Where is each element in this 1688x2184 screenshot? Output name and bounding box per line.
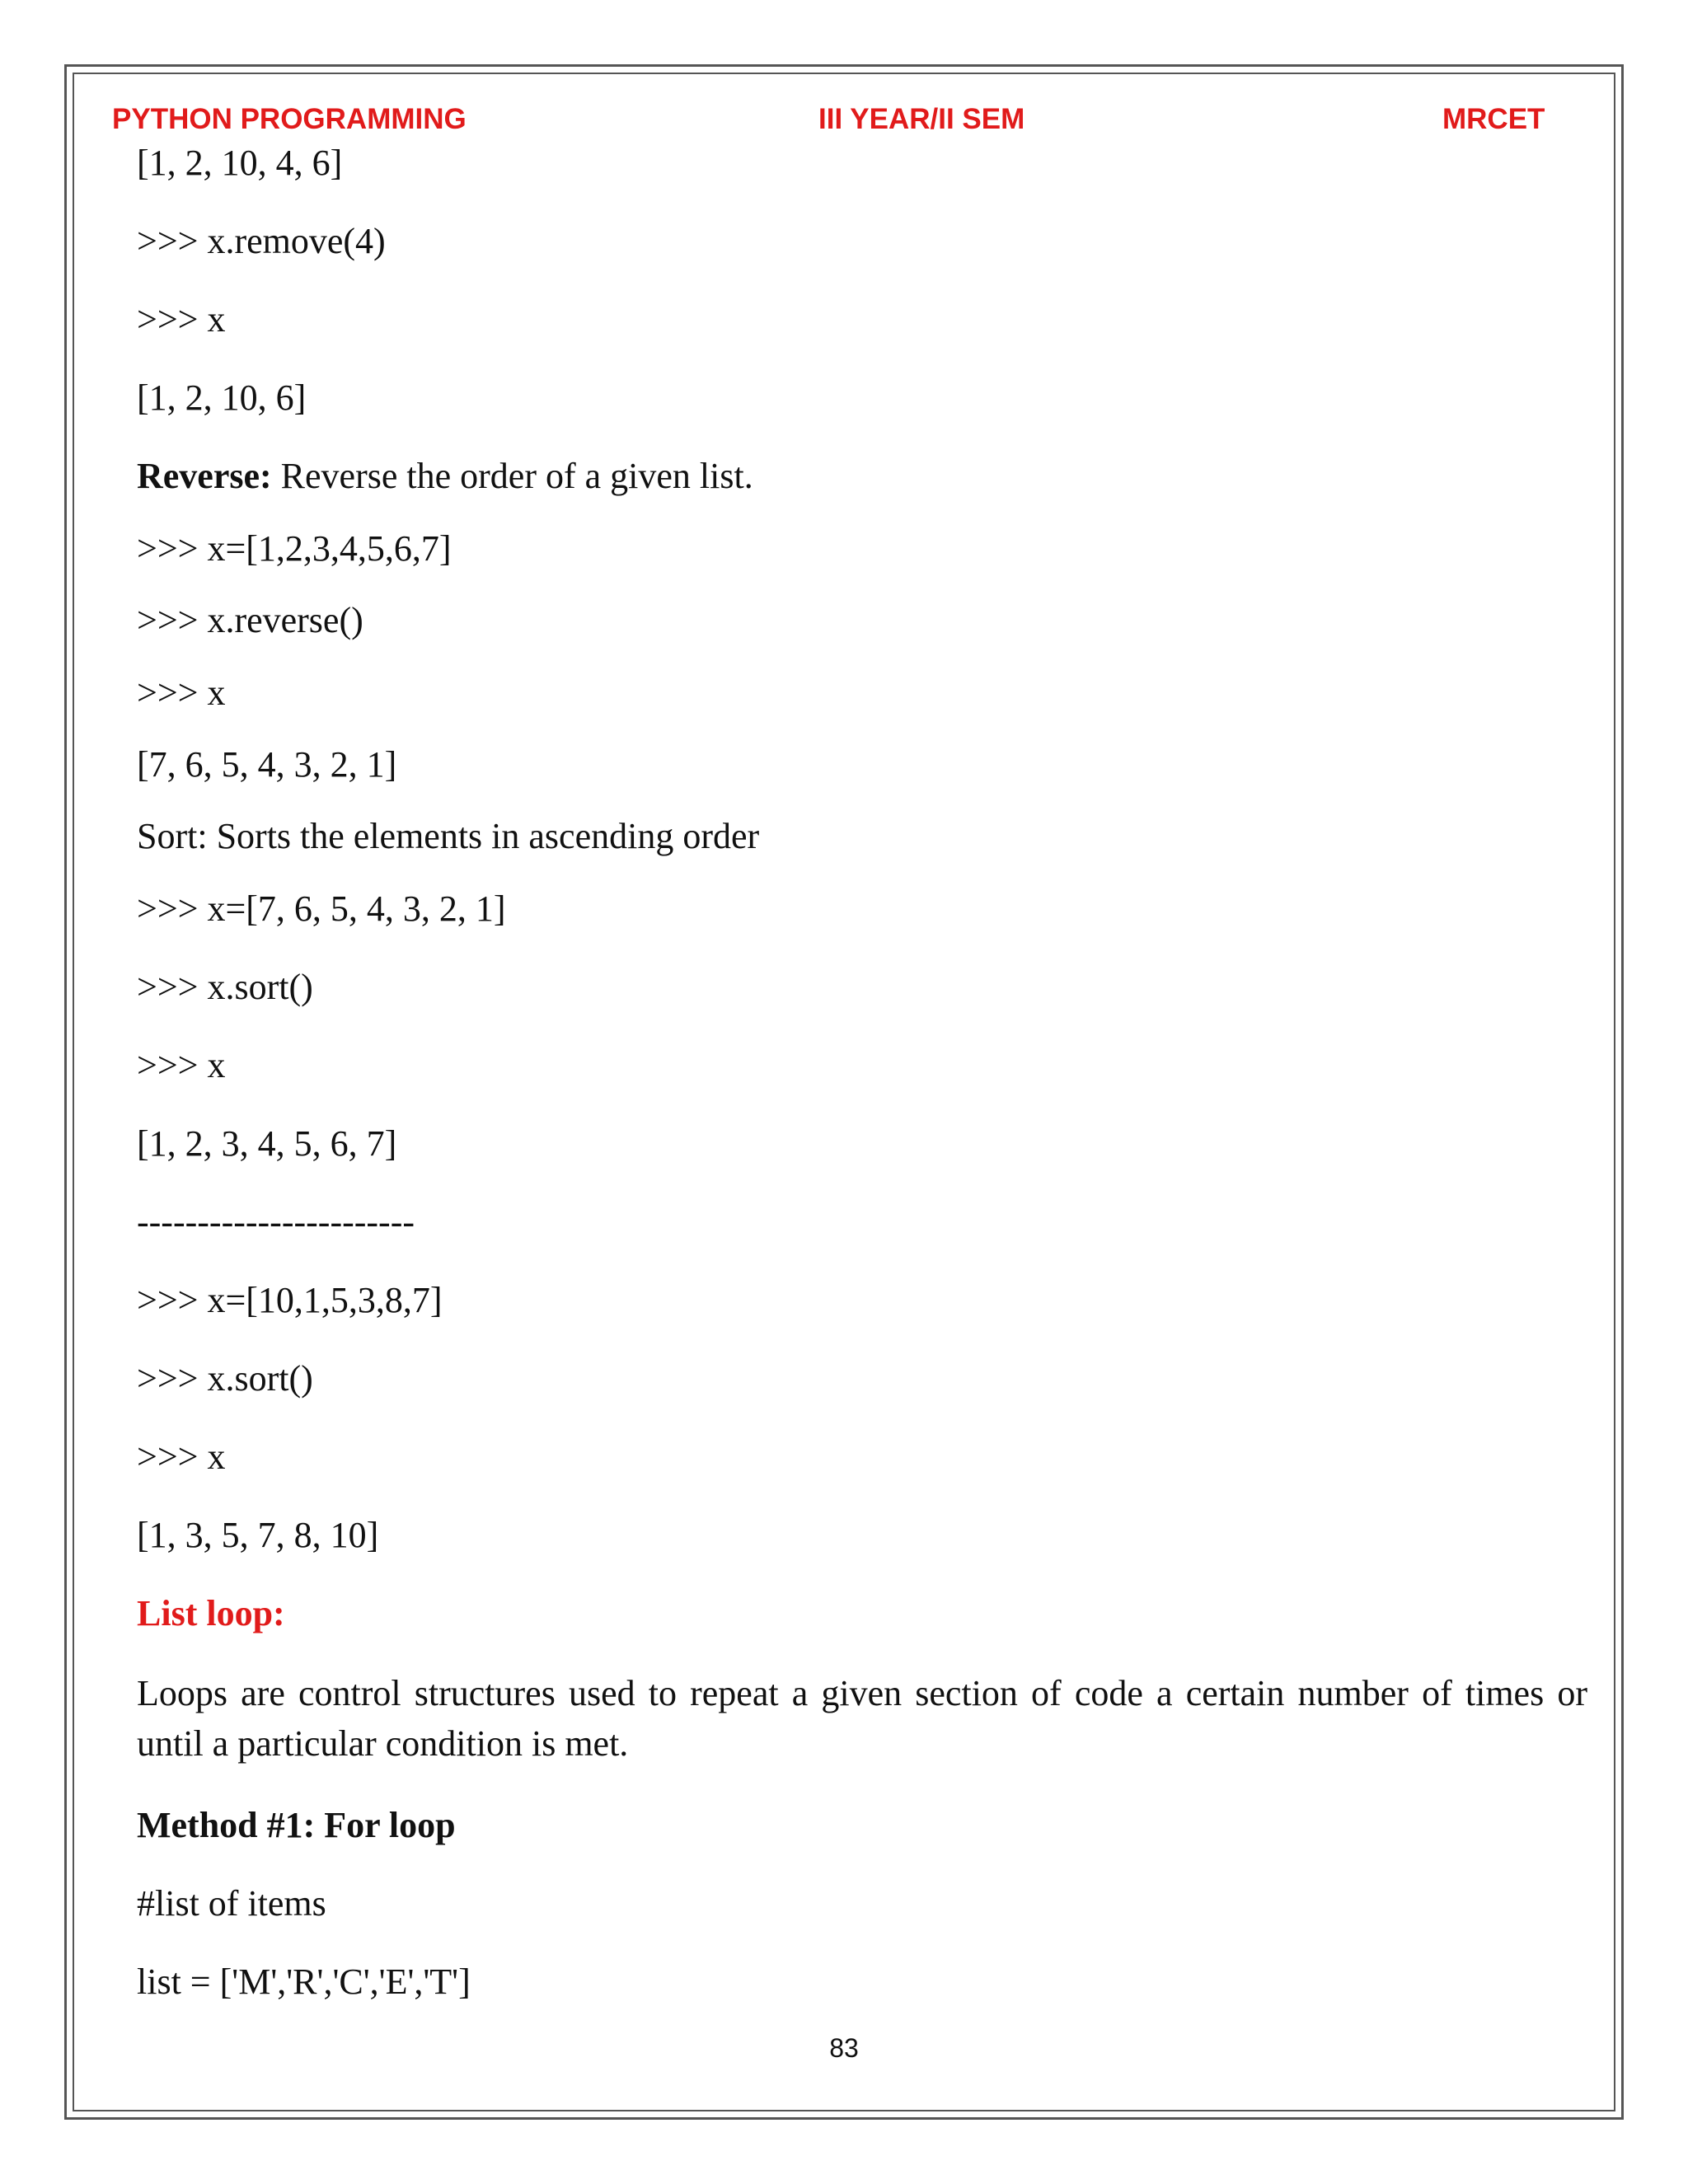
reverse-description [137,452,753,501]
page-number: 83 [829,2033,859,2063]
output-line: [1, 2, 10, 6] [137,377,307,418]
reverse-term: Reverse: [137,456,272,496]
code-line: >>> x [137,1045,226,1085]
output-line: [7, 6, 5, 4, 3, 2, 1] [137,744,397,785]
code-line: >>> x.reverse() [137,600,363,640]
method-heading: Method #1: For loop [137,1805,456,1845]
sort-description: Sort: Sorts the elements in ascending order [137,816,760,856]
output-line: [1, 2, 10, 4, 6] [137,143,343,183]
loops-paragraph: Loops are control structures used to repeat a given section of code a certain number of times or until a particular condition is met. [137,1673,1587,1764]
code-line: >>> x.sort() [137,967,313,1007]
code-line: >>> x [137,1436,226,1477]
header-year-semester: III YEAR/II SEM [818,103,1025,135]
code-line: >>> x=[10,1,5,3,8,7] [137,1280,443,1320]
reverse-definition: Reverse the order of a given list. [271,456,753,496]
code-line: list = ['M','R','C','E','T'] [137,1961,471,2002]
code-line: >>> x=[7, 6, 5, 4, 3, 2, 1] [137,888,506,929]
section-heading-list-loop: List loop: [137,1593,285,1633]
separator-line: ----------------------- [137,1202,415,1242]
code-line: >>> x [137,299,226,340]
header-institution: MRCET [1442,103,1545,135]
output-line: [1, 2, 3, 4, 5, 6, 7] [137,1123,397,1164]
code-line: >>> x.sort() [137,1358,313,1399]
code-line: >>> x [137,673,226,713]
code-comment-line: #list of items [137,1883,326,1924]
code-line: >>> x.remove(4) [137,221,386,261]
code-line: >>> x=[1,2,3,4,5,6,7] [137,528,452,569]
header-course-title: PYTHON PROGRAMMING [112,103,467,135]
output-line: [1, 3, 5, 7, 8, 10] [137,1515,379,1555]
